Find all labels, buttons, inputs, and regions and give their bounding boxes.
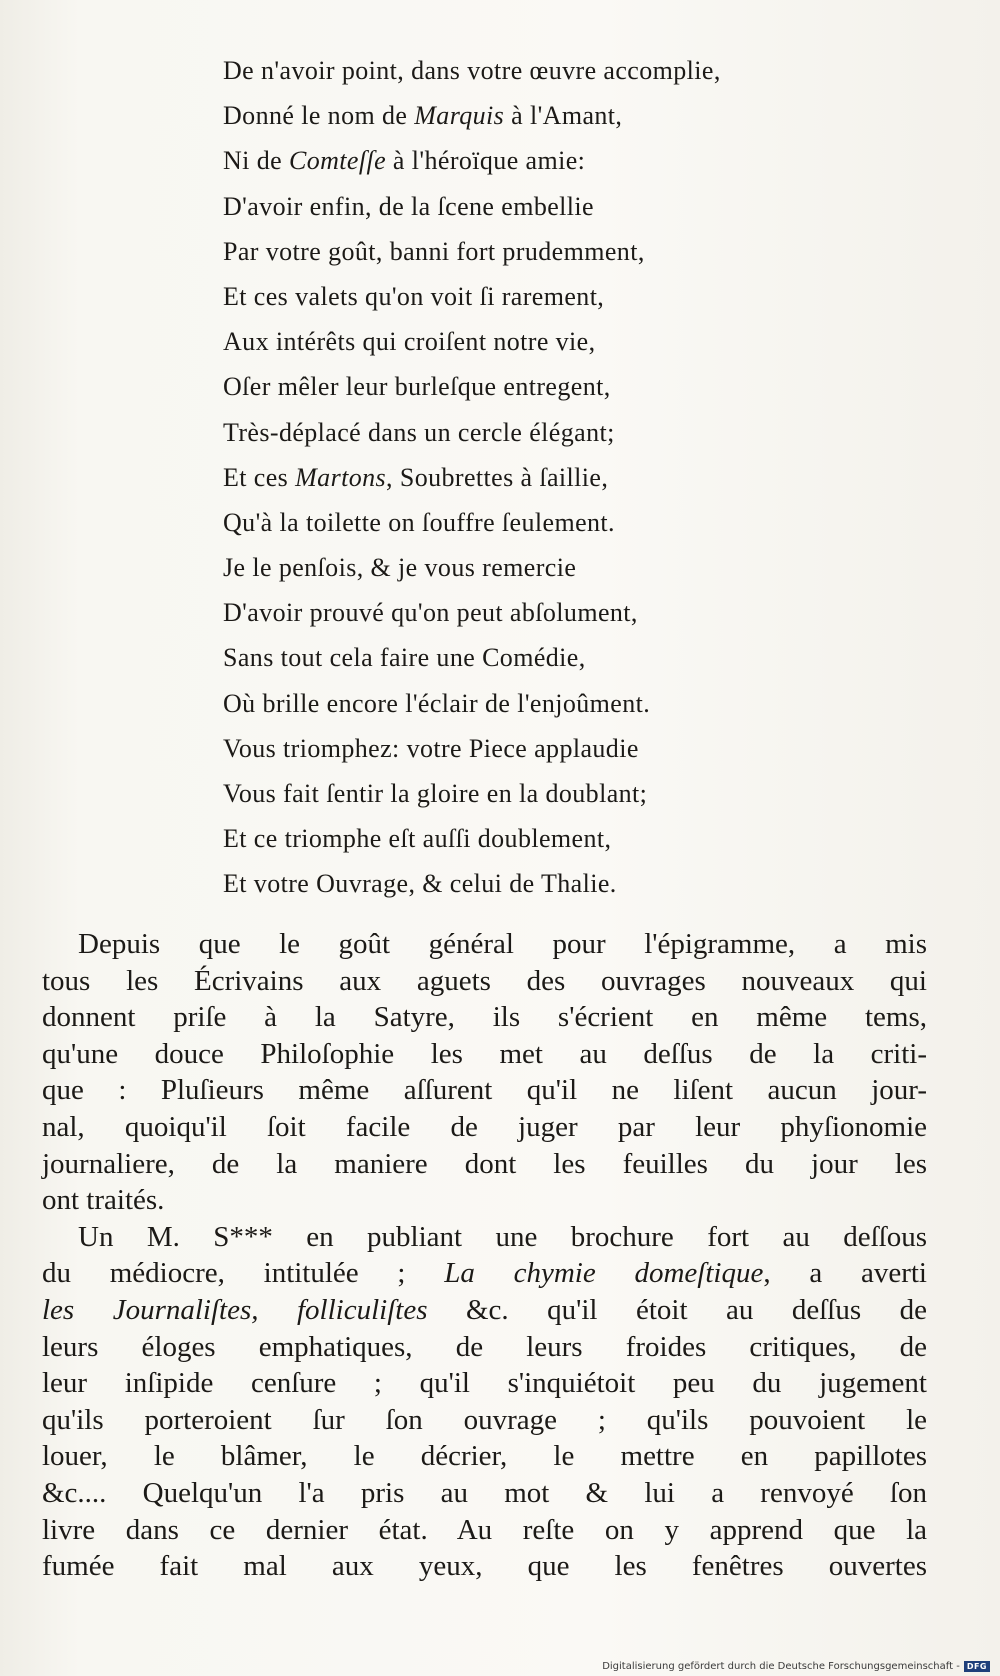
prose-line: qu'ils porteroient ſur ſon ouvrage ; qu'ils pouvoient le <box>42 1403 927 1436</box>
poem-line: Je le penſois, & je vous remercie <box>223 553 577 583</box>
paragraph-1 <box>42 926 927 1219</box>
poem-line: Où brille encore l'éclair de l'enjoûment. <box>223 688 651 718</box>
poem-line: Sans tout cela faire une Comédie, <box>223 643 586 673</box>
prose-line: les Journaliſtes, folliculiſtes &c. qu'il étoit au deſſus de <box>42 1293 928 1326</box>
prose-line: qu'une douce Philoſophie les met au deſſus de la criti- <box>42 1037 927 1070</box>
poem-line: Oſer mêler leur burleſque entregent, <box>223 372 611 402</box>
poem-line: Vous fait ſentir la gloire en la doublant; <box>223 779 648 808</box>
prose-line: livre dans ce dernier état. Au reſte on y apprend que la <box>42 1513 927 1546</box>
poem-line: Qu'à la toilette on ſouffre ſeulement. <box>223 507 615 537</box>
poem-line: Et votre Ouvrage, & celui de Thalie. <box>223 869 617 899</box>
paragraph-2 <box>42 1219 927 1585</box>
prose-line: leurs éloges emphatiques, de leurs froides critiques, de <box>42 1330 927 1363</box>
poem-line: Par votre goût, banni fort prudemment, <box>223 236 645 266</box>
prose-line: louer, le blâmer, le décrier, le mettre en papillotes <box>42 1440 927 1473</box>
digitization-credit <box>602 1661 990 1672</box>
prose-block <box>42 926 927 1585</box>
prose-line: donnent priſe à la Satyre, ils s'écrient en même tems, <box>42 1001 927 1034</box>
prose-line: nal, quoiqu'il ſoit facile de juger par leur phyſionomie <box>42 1110 927 1143</box>
prose-line: Un M. S*** en publiant une brochure fort au deſſous <box>78 1220 927 1253</box>
credit-text: Digitalisierung gefördert durch die Deutsche Forschungsgemeinschaft - <box>602 1661 960 1672</box>
poem-line: D'avoir prouvé qu'on peut abſolument, <box>223 598 638 628</box>
prose-line: ont traités. <box>42 1184 165 1217</box>
poem-line: De n'avoir point, dans votre œuvre accomplie, <box>223 56 721 85</box>
poem-line: D'avoir enfin, de la ſcene embellie <box>223 191 594 221</box>
prose-line: Depuis que le goût général pour l'épigramme, a mis <box>78 928 927 960</box>
prose-line: &c.... Quelqu'un l'a pris au mot & lui a renvoyé ſon <box>42 1476 927 1509</box>
prose-line: leur inſipide cenſure ; qu'il s'inquiétoit peu du jugement <box>42 1367 927 1400</box>
poem-line: Aux intérêts qui croiſent notre vie, <box>223 327 596 357</box>
prose-line: tous les Écrivains aux aguets des ouvrages nouveaux qui <box>42 964 927 997</box>
poem-line: Vous triomphez: votre Piece applaudie <box>223 733 639 763</box>
poem-line: Et ces Martons, Soubrettes à ſaillie, <box>223 462 609 492</box>
poem-line: Très-déplacé dans un cercle élégant; <box>223 417 615 447</box>
prose-line: que : Pluſieurs même aſſurent qu'il ne liſent aucun jour- <box>42 1074 927 1107</box>
prose-line: journaliere, de la maniere dont les feuilles du jour les <box>42 1147 927 1180</box>
poem-line: Donné le nom de Marquis à l'Amant, <box>223 101 623 131</box>
prose-line: du médiocre, intitulée ; La chymie domeſtique, a averti <box>42 1257 927 1290</box>
poem-line: Et ce triomphe eſt auſſi doublement, <box>223 824 612 854</box>
dfg-logo-icon: DFG <box>964 1661 990 1672</box>
prose-line: fumée fait mal aux yeux, que les fenêtres ouvertes <box>42 1550 927 1583</box>
poem-block <box>223 48 843 907</box>
poem-line: Ni de Comteſſe à l'héroïque amie: <box>223 146 586 176</box>
poem-line: Et ces valets qu'on voit ſi rarement, <box>223 281 605 311</box>
